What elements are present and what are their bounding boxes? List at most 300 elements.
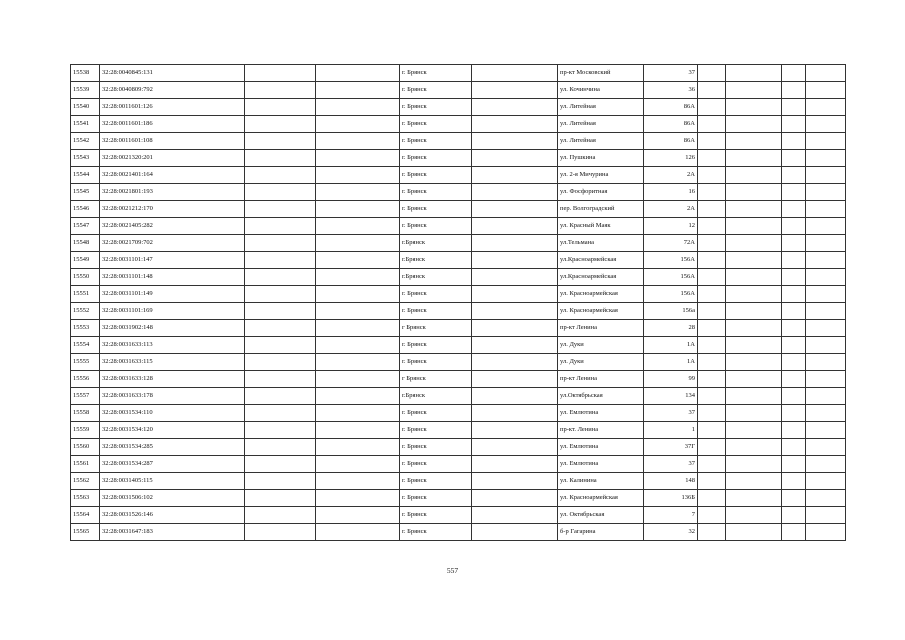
cadastral-number-cell: 32:28:0031506:102 [100,490,245,507]
empty-cell [806,303,846,320]
row-number-cell: 15559 [71,422,100,439]
empty-cell [806,456,846,473]
empty-cell [316,422,400,439]
cadastral-number-cell: 32:28:0031633:178 [100,388,245,405]
empty-cell [245,490,316,507]
empty-cell [782,218,806,235]
empty-cell [726,218,782,235]
table-row [71,337,846,354]
house-number-cell: 37 [644,456,698,473]
empty-cell [316,82,400,99]
empty-cell [726,524,782,541]
empty-cell [316,456,400,473]
empty-cell [698,337,726,354]
empty-cell [245,507,316,524]
empty-cell [782,337,806,354]
table-row [71,116,846,133]
cadastral-number-cell: 32:28:0031534:110 [100,405,245,422]
city-cell: г. Брянск [400,524,472,541]
street-cell: ул. Красный Маяк [558,218,644,235]
house-number-cell: 2А [644,201,698,218]
cadastral-number-cell: 32:28:0031633:128 [100,371,245,388]
city-cell: г. Брянск [400,405,472,422]
empty-cell [245,388,316,405]
empty-cell [806,286,846,303]
empty-cell [472,99,558,116]
empty-cell [782,507,806,524]
cadastral-number-cell: 32:28:0021405:282 [100,218,245,235]
cadastral-number-cell: 32:28:0031534:287 [100,456,245,473]
city-cell: г. Брянск [400,490,472,507]
row-number-cell: 15538 [71,65,100,82]
empty-cell [316,99,400,116]
cadastral-number-cell: 32:28:0031534:285 [100,439,245,456]
empty-cell [316,150,400,167]
empty-cell [472,490,558,507]
empty-cell [472,133,558,150]
city-cell: г.Брянск [400,269,472,286]
house-number-cell: 28 [644,320,698,337]
empty-cell [806,218,846,235]
empty-cell [472,116,558,133]
empty-cell [472,354,558,371]
table-row [71,371,846,388]
empty-cell [726,507,782,524]
empty-cell [782,303,806,320]
house-number-cell: 7 [644,507,698,524]
house-number-cell: 86А [644,133,698,150]
empty-cell [245,235,316,252]
street-cell: ул. Емлютина [558,405,644,422]
empty-cell [698,201,726,218]
table-row [71,269,846,286]
empty-cell [782,82,806,99]
empty-cell [782,320,806,337]
empty-cell [806,65,846,82]
row-number-cell: 15540 [71,99,100,116]
table-row [71,405,846,422]
empty-cell [245,65,316,82]
empty-cell [782,99,806,116]
property-registry-table [70,64,846,541]
cadastral-number-cell: 32:28:0011601:186 [100,116,245,133]
empty-cell [698,524,726,541]
city-cell: г. Брянск [400,218,472,235]
city-cell: г. Брянск [400,82,472,99]
empty-cell [698,65,726,82]
street-cell: ул. Дуки [558,354,644,371]
city-cell: г. Брянск [400,354,472,371]
empty-cell [806,320,846,337]
street-cell: ул. Емлютина [558,456,644,473]
row-number-cell: 15544 [71,167,100,184]
table-row [71,490,846,507]
registry-table-body [71,65,846,541]
house-number-cell: 32 [644,524,698,541]
empty-cell [472,439,558,456]
table-row [71,218,846,235]
empty-cell [698,133,726,150]
house-number-cell: 12 [644,218,698,235]
empty-cell [472,524,558,541]
house-number-cell: 37 [644,405,698,422]
cadastral-number-cell: 32:28:0011601:126 [100,99,245,116]
empty-cell [806,405,846,422]
street-cell: ул. Фосфоритная [558,184,644,201]
street-cell: ул. Литейная [558,116,644,133]
house-number-cell: 148 [644,473,698,490]
table-row [71,422,846,439]
cadastral-number-cell: 32:28:0031101:169 [100,303,245,320]
house-number-cell: 37 [644,65,698,82]
street-cell: ул. Литейная [558,99,644,116]
street-cell: ул. Красноармейская [558,303,644,320]
empty-cell [806,490,846,507]
empty-cell [472,65,558,82]
empty-cell [472,456,558,473]
empty-cell [472,252,558,269]
table-row [71,65,846,82]
empty-cell [726,405,782,422]
empty-cell [726,184,782,201]
empty-cell [726,167,782,184]
table-row [71,235,846,252]
city-cell: г. Брянск [400,150,472,167]
empty-cell [472,507,558,524]
table-row [71,354,846,371]
house-number-cell: 156А [644,252,698,269]
empty-cell [316,303,400,320]
empty-cell [782,252,806,269]
empty-cell [726,82,782,99]
cadastral-number-cell: 32:28:0031101:148 [100,269,245,286]
empty-cell [316,235,400,252]
empty-cell [806,473,846,490]
street-cell: пр-кт Ленина [558,320,644,337]
street-cell: ул. Емлютина [558,439,644,456]
cadastral-number-cell: 32:28:0021212:170 [100,201,245,218]
row-number-cell: 15548 [71,235,100,252]
empty-cell [245,422,316,439]
house-number-cell: 1 [644,422,698,439]
empty-cell [726,286,782,303]
empty-cell [806,354,846,371]
empty-cell [698,405,726,422]
row-number-cell: 15565 [71,524,100,541]
cadastral-number-cell: 32:28:0021320:201 [100,150,245,167]
empty-cell [698,354,726,371]
empty-cell [472,269,558,286]
empty-cell [726,473,782,490]
street-cell: ул. Калинина [558,473,644,490]
empty-cell [316,65,400,82]
empty-cell [245,303,316,320]
row-number-cell: 15539 [71,82,100,99]
empty-cell [726,150,782,167]
empty-cell [726,116,782,133]
street-cell: пер. Волгоградский [558,201,644,218]
street-cell: ул.Октябрьская [558,388,644,405]
empty-cell [698,235,726,252]
row-number-cell: 15560 [71,439,100,456]
empty-cell [726,422,782,439]
table-row [71,82,846,99]
empty-cell [316,371,400,388]
city-cell: г. Брянск [400,201,472,218]
table-row [71,133,846,150]
street-cell: б-р Гагарина [558,524,644,541]
empty-cell [726,371,782,388]
house-number-cell: 72А [644,235,698,252]
row-number-cell: 15550 [71,269,100,286]
empty-cell [245,218,316,235]
empty-cell [806,184,846,201]
street-cell: ул.Красноармейская [558,269,644,286]
cadastral-number-cell: 32:28:0031633:113 [100,337,245,354]
cadastral-number-cell: 32:28:0031526:146 [100,507,245,524]
empty-cell [806,422,846,439]
empty-cell [782,439,806,456]
empty-cell [472,235,558,252]
empty-cell [698,473,726,490]
empty-cell [316,167,400,184]
house-number-cell: 126 [644,150,698,167]
table-row [71,320,846,337]
row-number-cell: 15549 [71,252,100,269]
empty-cell [245,473,316,490]
empty-cell [316,405,400,422]
empty-cell [698,184,726,201]
empty-cell [806,133,846,150]
empty-cell [472,422,558,439]
empty-cell [316,184,400,201]
table-row [71,388,846,405]
table-row [71,286,846,303]
house-number-cell: 2А [644,167,698,184]
house-number-cell: 86А [644,116,698,133]
empty-cell [245,371,316,388]
empty-cell [245,269,316,286]
empty-cell [782,354,806,371]
city-cell: г Брянск [400,320,472,337]
empty-cell [806,439,846,456]
empty-cell [472,388,558,405]
table-row [71,150,846,167]
empty-cell [806,167,846,184]
city-cell: г. Брянск [400,99,472,116]
empty-cell [245,405,316,422]
city-cell: г.Брянск [400,252,472,269]
street-cell: пр-кт Ленина [558,371,644,388]
empty-cell [726,235,782,252]
street-cell: пр-кт Московский [558,65,644,82]
empty-cell [245,99,316,116]
table-row [71,456,846,473]
street-cell: ул.Тельмана [558,235,644,252]
empty-cell [245,337,316,354]
house-number-cell: 1А [644,354,698,371]
empty-cell [726,99,782,116]
row-number-cell: 15546 [71,201,100,218]
cadastral-number-cell: 32:28:0021401:164 [100,167,245,184]
empty-cell [726,490,782,507]
house-number-cell: 156А [644,269,698,286]
row-number-cell: 15547 [71,218,100,235]
city-cell: г. Брянск [400,286,472,303]
empty-cell [726,201,782,218]
row-number-cell: 15562 [71,473,100,490]
empty-cell [316,473,400,490]
row-number-cell: 15561 [71,456,100,473]
table-row [71,439,846,456]
row-number-cell: 15557 [71,388,100,405]
empty-cell [316,116,400,133]
empty-cell [472,371,558,388]
city-cell: г.Брянск [400,388,472,405]
row-number-cell: 15556 [71,371,100,388]
row-number-cell: 15563 [71,490,100,507]
empty-cell [698,99,726,116]
empty-cell [806,235,846,252]
empty-cell [472,303,558,320]
empty-cell [698,388,726,405]
empty-cell [245,82,316,99]
empty-cell [806,252,846,269]
city-cell: г. Брянск [400,167,472,184]
empty-cell [726,337,782,354]
empty-cell [726,269,782,286]
street-cell: ул.Красноармейская [558,252,644,269]
empty-cell [316,320,400,337]
empty-cell [245,354,316,371]
empty-cell [698,439,726,456]
empty-cell [698,303,726,320]
empty-cell [698,252,726,269]
empty-cell [245,320,316,337]
city-cell: г. Брянск [400,337,472,354]
empty-cell [698,507,726,524]
empty-cell [726,320,782,337]
empty-cell [316,269,400,286]
empty-cell [316,354,400,371]
empty-cell [782,133,806,150]
empty-cell [782,235,806,252]
city-cell: г Брянск [400,371,472,388]
table-row [71,507,846,524]
street-cell: ул. Кочинчина [558,82,644,99]
empty-cell [472,405,558,422]
empty-cell [806,99,846,116]
house-number-cell: 37Г [644,439,698,456]
empty-cell [782,456,806,473]
row-number-cell: 15543 [71,150,100,167]
house-number-cell: 134 [644,388,698,405]
cadastral-number-cell: 32:28:0011601:108 [100,133,245,150]
empty-cell [806,507,846,524]
house-number-cell: 1А [644,337,698,354]
city-cell: г. Брянск [400,422,472,439]
empty-cell [698,82,726,99]
empty-cell [806,82,846,99]
cadastral-number-cell: 32:28:0021801:193 [100,184,245,201]
empty-cell [806,371,846,388]
empty-cell [726,354,782,371]
empty-cell [245,524,316,541]
empty-cell [782,65,806,82]
empty-cell [698,167,726,184]
empty-cell [245,150,316,167]
empty-cell [806,201,846,218]
empty-cell [782,422,806,439]
empty-cell [698,371,726,388]
empty-cell [698,286,726,303]
empty-cell [698,269,726,286]
street-cell: ул. Литейная [558,133,644,150]
row-number-cell: 15553 [71,320,100,337]
cadastral-number-cell: 32:28:0031647:183 [100,524,245,541]
empty-cell [245,201,316,218]
city-cell: г.Брянск [400,235,472,252]
cadastral-number-cell: 32:28:0040845:131 [100,65,245,82]
street-cell: пр-кт. Ленина [558,422,644,439]
empty-cell [472,286,558,303]
empty-cell [806,116,846,133]
empty-cell [316,252,400,269]
empty-cell [806,388,846,405]
street-cell: ул. 2-я Мичурина [558,167,644,184]
street-cell: ул. Красноармейская [558,286,644,303]
street-cell: ул. Октябрьская [558,507,644,524]
street-cell: ул. Пушкина [558,150,644,167]
empty-cell [245,167,316,184]
empty-cell [245,456,316,473]
cadastral-number-cell: 32:28:0031534:120 [100,422,245,439]
empty-cell [245,252,316,269]
empty-cell [245,286,316,303]
empty-cell [245,439,316,456]
city-cell: г. Брянск [400,116,472,133]
house-number-cell: 36 [644,82,698,99]
house-number-cell: 16 [644,184,698,201]
empty-cell [782,405,806,422]
cadastral-number-cell: 32:28:0021709:702 [100,235,245,252]
cadastral-number-cell: 32:28:0031405:115 [100,473,245,490]
city-cell: г. Брянск [400,303,472,320]
page-number: 557 [446,566,459,575]
row-number-cell: 15564 [71,507,100,524]
empty-cell [806,524,846,541]
cadastral-number-cell: 32:28:0031101:149 [100,286,245,303]
empty-cell [782,116,806,133]
city-cell: г. Брянск [400,456,472,473]
empty-cell [782,524,806,541]
table-row [71,167,846,184]
empty-cell [316,201,400,218]
table-row [71,99,846,116]
empty-cell [782,167,806,184]
row-number-cell: 15541 [71,116,100,133]
empty-cell [698,422,726,439]
empty-cell [316,218,400,235]
empty-cell [316,439,400,456]
empty-cell [472,82,558,99]
table-row [71,201,846,218]
house-number-cell: 136Б [644,490,698,507]
table-row [71,303,846,320]
empty-cell [698,456,726,473]
row-number-cell: 15558 [71,405,100,422]
table-row [71,524,846,541]
